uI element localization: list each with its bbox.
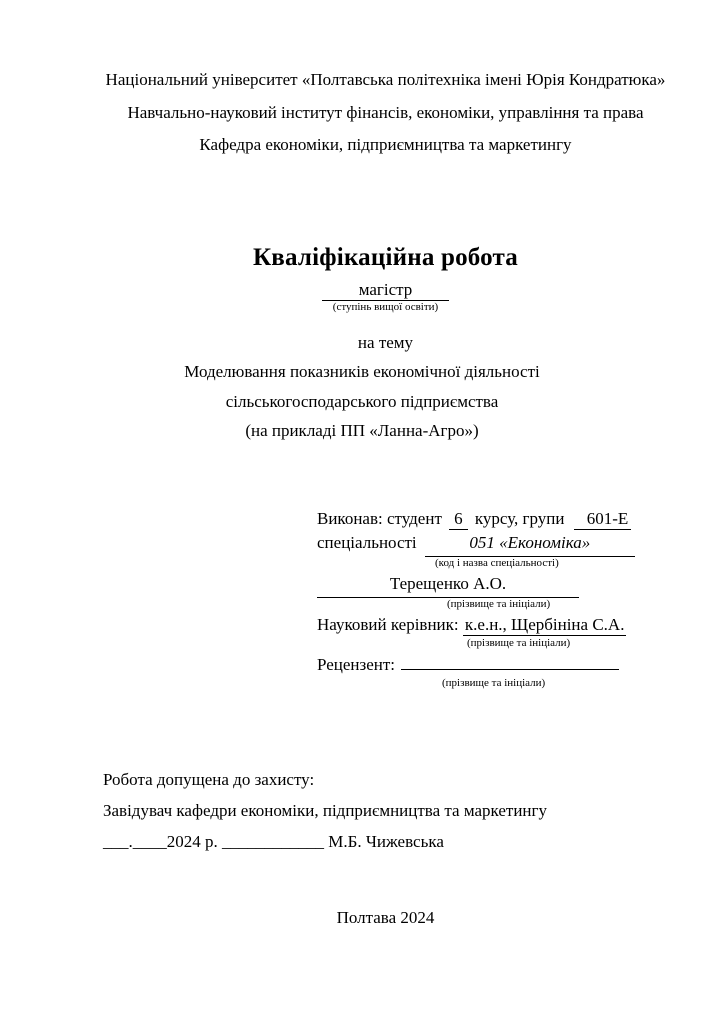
course-number: 6 xyxy=(449,509,468,530)
topic-line-2: сільськогосподарського підприємства xyxy=(225,391,499,411)
performer-line xyxy=(317,507,635,531)
header-block xyxy=(103,64,668,162)
student-name-caption: (прізвище та ініціали) xyxy=(447,598,551,610)
admission-line-1: Робота допущена до захисту: xyxy=(103,770,315,789)
degree-line xyxy=(103,279,668,301)
institute-name: Навчально-науковий інститут фінансів, економіки, управління та права xyxy=(127,102,644,122)
supervisor-name: к.е.н., Щербініна С.А. xyxy=(464,615,625,634)
title-block xyxy=(103,243,668,314)
university-name: Національний університет «Полтавська політехніка імені Юрія Кондратюка» xyxy=(105,70,666,89)
degree-caption: (ступінь вищої освіти) xyxy=(332,301,439,313)
city-year: Полтава 2024 xyxy=(336,908,435,927)
supervisor-label: Науковий керівник: xyxy=(317,615,459,634)
admission-line-2: Завідувач кафедри економіки, підприємництва та маркетингу xyxy=(103,801,548,820)
reviewer-line xyxy=(317,652,635,677)
specialty-label: спеціальності xyxy=(317,533,417,552)
group-code: 601-Е xyxy=(574,509,632,530)
topic-line-3: (на прикладі ПП «Ланна-Агро») xyxy=(245,421,479,440)
topic-block xyxy=(0,357,724,446)
reviewer-blank-line xyxy=(401,652,619,670)
supervisor-caption: (прізвище та ініціали) xyxy=(467,637,571,649)
specialty-line xyxy=(317,531,635,557)
student-name-line xyxy=(317,572,635,598)
reviewer-caption: (прізвище та ініціали) xyxy=(442,677,546,689)
student-name: Терещенко А.О. xyxy=(317,572,579,598)
topic-lead: на тему xyxy=(357,333,414,352)
performer-prefix: Виконав: студент xyxy=(317,509,442,528)
admission-block xyxy=(103,764,683,857)
supervisor-line xyxy=(317,613,635,637)
reviewer-label: Рецензент: xyxy=(317,655,396,674)
admission-signature-line: ___.____2024 р. ____________ М.Б. Чижевська xyxy=(103,832,444,851)
work-title: Кваліфікаційна робота xyxy=(252,244,519,271)
topic-line-1: Моделювання показників економічної діяльності xyxy=(184,362,540,381)
specialty-caption: (код і назва спеціальності) xyxy=(435,557,559,569)
degree-level: магістр xyxy=(322,280,450,301)
performer-block xyxy=(317,507,635,690)
specialty-code: 051 «Економіка» xyxy=(425,531,635,557)
performer-middle: курсу, групи xyxy=(474,509,565,528)
department-name: Кафедра економіки, підприємництва та маркетингу xyxy=(199,135,572,154)
